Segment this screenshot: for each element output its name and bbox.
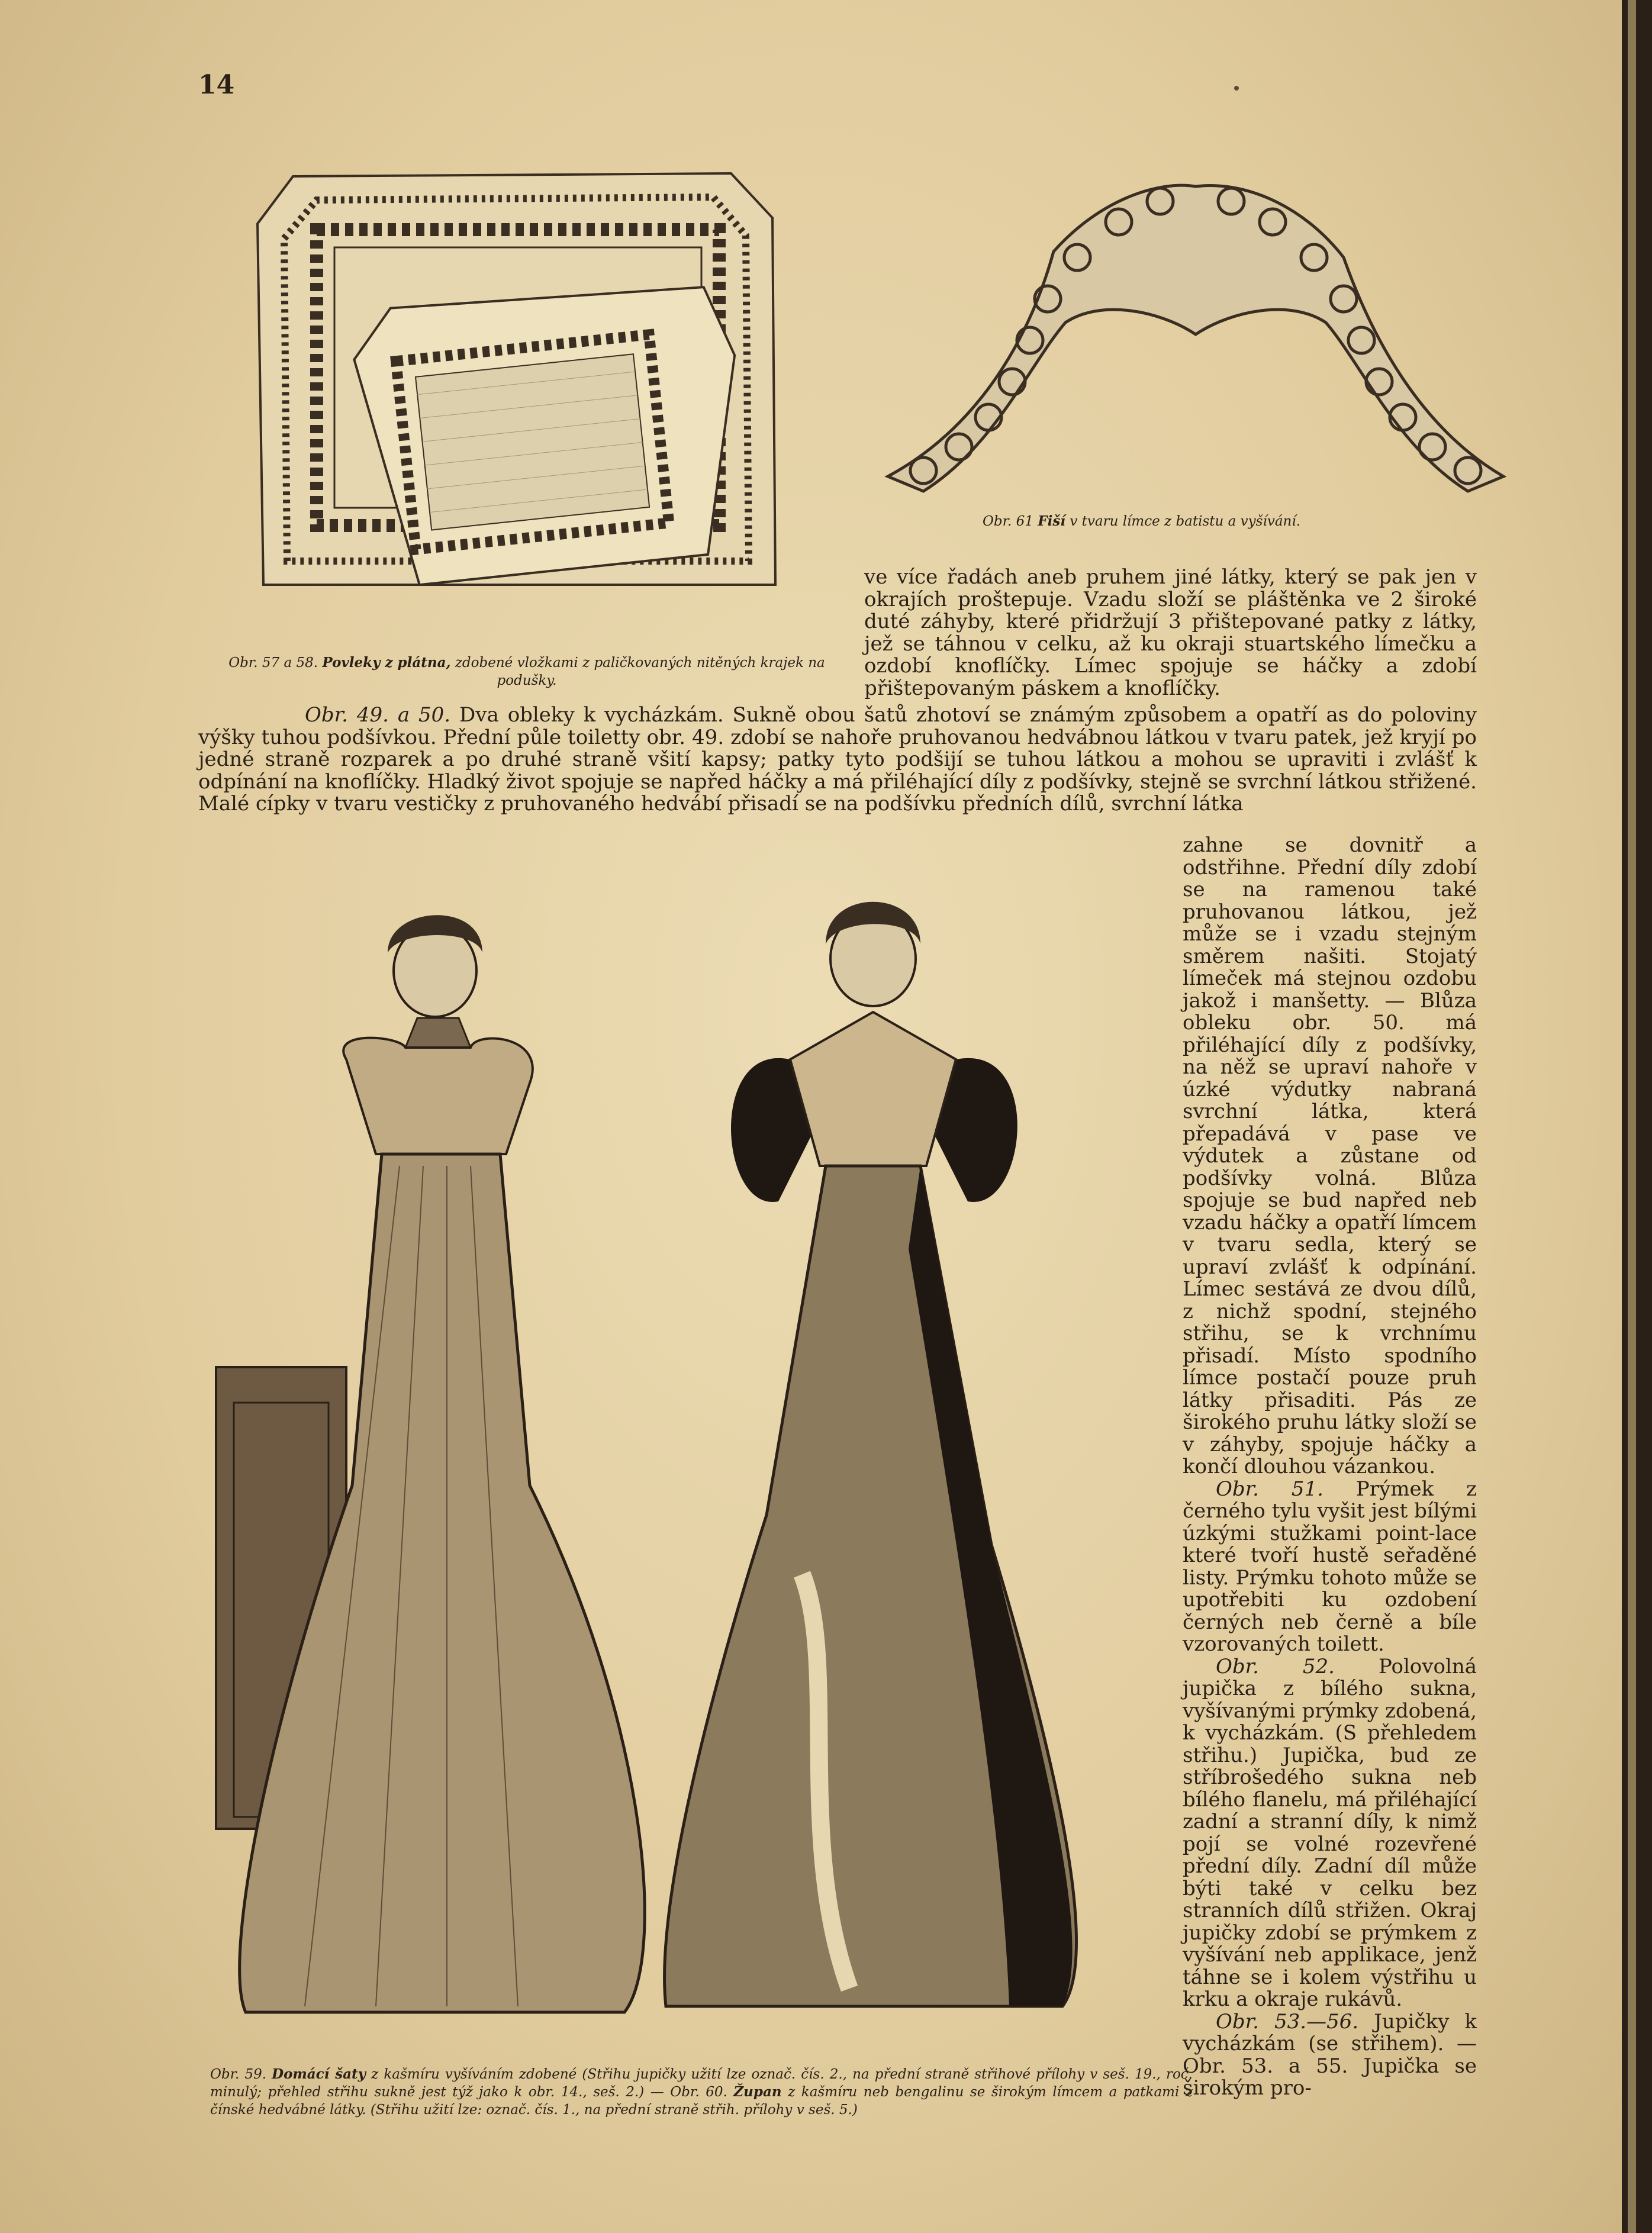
paragraph-top-right: ve více řadách aneb pruhem jiné látky, který se pak jen v okrajích proštepuje. Vzadu složí se pláštěnka ve 2 široké duté záhyby, které přidržují 3 přištepované patky z látky, jež se táhnou v celku, až ku okraji stuartského límečku a ozdobí knoflíčky. Límec spojuje se háčky a zdobí přištepovaným páskem a knoflíčky. — [864, 565, 1477, 700]
speck — [1234, 86, 1239, 91]
paragraph-obr49-50: Obr. 49. a 50. Dva obleky k vycházkám. Sukně obou šatů zhotoví se známým způsobem a opatří as do poloviny výšky tuhou podšívkou. Přední půle toiletty obr. 49. zdobí se nahoře pruhovanou hedvábnou látkou v tvaru patek, jež kryjí po jedné straně rozparek a po druhé straně všití kapsy; patky tyto podšijí se tuhou látkou a mohou se upraviti i zvlášť k odpínání na knoflíčky. Hladký život spojuje se napřed háčky a má přiléhající díly z podšívky, stejně se svrchní látkou střižené. Malé cípky v tvaru vestičky z pruhovaného hedvábí přisadí se na podšívku předních dílů, svrchní látka — [198, 703, 1477, 816]
label-obr53-56: Obr. 53.—56. — [1216, 2009, 1359, 2034]
label-obr51: Obr. 51. — [1216, 1477, 1323, 1501]
pillow-illustration — [252, 170, 787, 597]
collar-illustration — [876, 169, 1515, 518]
label-obr49-50: Obr. 49. a 50. — [305, 703, 451, 727]
caption-obr59-60: Obr. 59. Domácí šaty z kašmíru vyšíváním zdobené (Střihu jupičky užití lze označ. čís. 2., na přední straně střihové přílohy v seš. 19., roč. minulý; přehled střihu sukně jest týž jako k obr. 14., seš. 2.) — Obr. 60. Župan z kašmíru neb bengalinu se širokým límcem a patkami z čínské hedvábné látky. (Střihu užití lze: označ. čís. 1., na přední straně střih. přílohy v seš. 5.) — [210, 2066, 1193, 2118]
caption-obr61: Obr. 61 Fiší v tvaru límce z batistu a vyšívání. — [983, 513, 1301, 529]
dresses-illustration — [198, 834, 1205, 2060]
scan-edge — [1622, 0, 1652, 2233]
page-number: 14 — [198, 70, 235, 100]
caption-obr57-58: Obr. 57 a 58. Povleky z plátna, zdobené vložkami z paličkovaných nitěných krajek na podušky. — [228, 655, 825, 688]
label-obr52: Obr. 52. — [1216, 1654, 1335, 1678]
paragraph-right-column: zahne se dovnitř a odstřihne. Přední díly zdobí se na ramenou také pruhovanou látkou, jež může se i vzadu stejným směrem našiti. Stojatý límeček má stejnou ozdobu jakož i manšetty. — Blůza obleku obr. 50. má přiléhající díly z podšívky, na něž se upraví nahoře v úzké výdutky nabraná svrchní látka, která přepadává v pase ve výdutek a zůstane od podšívky volná. Blůza spojuje se bud napřed neb vzadu háčky a opatří límcem v tvaru sedla, který se upraví zvlášť k odpínání. Límec sestává ze dvou dílů, z nichž spodní, stejného střihu, se k vrchnímu přisadí. Místo spodního límce postačí pouze pruh látky přisaditi. Pás ze širokého pruhu látky složí se v záhyby, spojuje háčky a končí dlouhou vázankou. Obr. 51. Prýmek z černého tylu vyšit jest bílými úzkými stužkami point-lace které tvoří hustě seřaděné listy. Prýmku tohoto může se upotřebiti ku ozdobení černých neb černě a bíle vzorovaných toilett. Obr. 52. Polovolná jupička z bílého sukna, vyšívanými prýmky zdobená, k vycházkám. (S přehledem střihu.) Jupička, bud ze stříbrošedého sukna neb bílého flanelu, má přiléhající zadní a stranní díly, k nimž pojí se volné rozevřené přední díly. Zadní díl může býti také v celku bez stranních dílů střižen. Okraj jupičky zdobí se prýmkem z vyšívání neb applikace, jenž táhne se i kolem výstřihu u krku a okraje rukávů. Obr. 53.—56. Jupičky k vycházkám (se střihem). — Obr. 53. a 55. Jupička se širokým pro- — [1183, 833, 1477, 2100]
